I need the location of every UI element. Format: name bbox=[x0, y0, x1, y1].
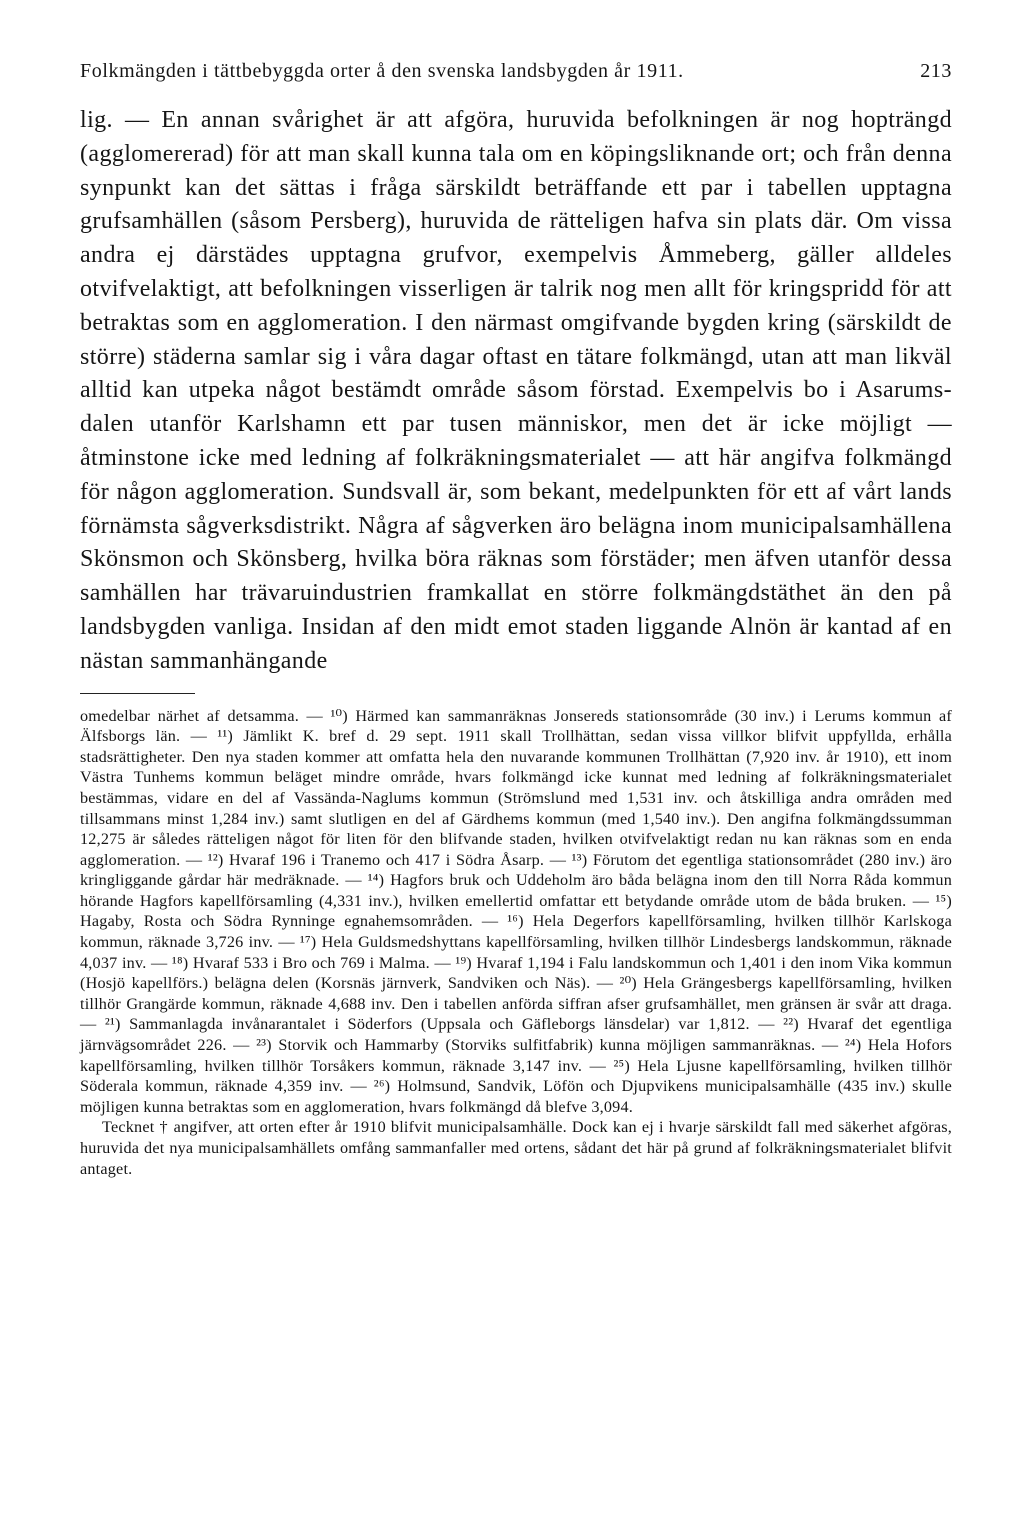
body-paragraph: lig. — En annan svårighet är att afgöra, huruvida befolkningen är nog hopträngd (agglomererad) för att man skall kunna tala om en köpingsliknande ort; och från denna synpunkt kan det sättas i fråga särskildt beträffande ett par i tabellen upptagna grufsamhällen (såsom Persberg), huruvida de rätteligen hafva sin plats där. Om vissa andra ej därstädes upptagna grufvor, exempelvis Åmmeberg, gäller alldeles otvifvelaktigt, att befolkningen visserligen är talrik nog men allt för kringspridd för att betraktas som en agglomeration. I den närmast omgifvande bygden kring (särskildt de större) städerna samlar sig i våra dagar oftast en tätare folkmängd, utan att man likväl alltid kan utpeka något bestämdt område såsom förstad. Exempelvis bo i Asarums-dalen utanför Karlshamn ett par tusen människor, men det är icke möjligt — åtminstone icke med ledning af folkräkningsmaterialet — att här angifva folkmängd för någon agglomeration. Sundsvall är, som bekant, medelpunkten för ett af vårt lands förnämsta sågverksdistrikt. Några af sågverken äro belägna inom municipalsamhällena Skönsmon och Skönsberg, hvilka böra räknas som förstäder; men äfven utanför dessa samhällen har trävaruindustrien framkallat en större folkmängdstäthet än den på landsbygden vanliga. Insidan af den midt emot staden liggande Alnön är kantad af en nästan sammanhängande bbox=[80, 107, 952, 674]
sign-note: Tecknet † angifver, att orten efter år 1910 blifvit municipalsamhälle. Dock kan ej i hvarje särskildt fall med säkerhet afgöras, huruvida det nya municipalsamhällets omfång sammanfaller med ortens, sådant det här på grund af folkräkningsmaterialet blifvit antaget. bbox=[80, 1118, 952, 1178]
footnote-divider bbox=[80, 693, 195, 694]
running-head bbox=[80, 60, 952, 94]
main-body bbox=[80, 104, 952, 679]
page-number: 213 bbox=[920, 60, 952, 82]
document-page bbox=[80, 60, 952, 1179]
footnote-text: omedelbar närhet af detsamma. — ¹⁰) Härmed kan sammanräknas Jonsereds stationsområde (30 inv.) i Lerums kommun af Älfsborgs län. — ¹¹) Jämlikt K. bref d. 29 sept. 1911 skall Trollhättan, sedan vissa villkor blifvit uppfyllda, erhålla stadsrättigheter. Den nya staden kommer att omfatta hela den nuvarande kommunen Trollhättan (7,920 inv. år 1910), ett inom Västra Tunhems kommun beläget mindre område, hvars folkmängd icke kunnat med ledning af folkräkningsmaterialet bestämmas, vidare en del af Vassända-Naglums kommun (Strömslund med 1,531 inv. och åtskilliga andra områden med tillsammans minst 1,284 inv.) samt slutligen en del af Gärdhems kommun (med 1,540 inv.). Den angifna folkmängdssumman 12,275 är således rätteligen något för liten för den blifvande staden, hvilken otvifvelaktigt redan nu kan räknas som en enda agglomeration. — ¹²) Hvaraf 196 i Tranemo och 417 i Södra Åsarp. — ¹³) Förutom det egentliga stationsområdet (280 inv.) äro kringliggande gårdar här medräknade. — ¹⁴) Hagfors bruk och Uddeholm äro båda belägna inom den till Norra Råda kommun hörande Hagfors kapellförsamling (4,331 inv.), hvilken emellertid omfattar ett betydande område utom de båda bruken. — ¹⁵) Hagaby, Rosta och Södra Rynninge egnahemsområden. — ¹⁶) Hela Degerfors kapellförsamling, hvilken tillhör Karlskoga kommun, räknade 3,726 inv. — ¹⁷) Hela Guldsmedshyttans kapellförsamling, hvilken tillhör Lindesbergs landskommun, räknade 4,037 inv. — ¹⁸) Hvaraf 533 i Bro och 769 i Malma. — ¹⁹) Hvaraf 1,194 i Falu landskommun och 1,401 i den inom Vika kommun (Hosjö kapellförs.) belägna delen (Korsnäs järnverk, Sandviken och Näs). — ²⁰) Hela Grängesbergs kapellförsamling, hvilken tillhör Grangärde kommun, räknade 4,688 inv. Den i tabellen anförda siffran afser grufsamhället, men gränsen är svår att draga. — ²¹) Sammanlagda invånarantalet i Söderfors (Uppsala och Gäfleborgs länsdelar) var 1,812. — ²²) Hvaraf det egentliga järnvägsområdet 226. — ²³) Storvik och Hammarby (Storviks sulfitfabrik) kunna möjligen sammanräknas. — ²⁴) Hela Hofors kapellförsamling, hvilken tillhör Torsåkers kommun, räknade 3,147 inv. — ²⁵) Hela Ljusne kapellförsamling, hvilken tillhör Söderala kommun, räknade 4,359 inv. — ²⁶) Holmsund, Sandvik, Löfön och Djupvikens municipalsamhälle (435 inv.) skulle möjligen kunna betraktas som en agglomeration, hvars folkmängd då blefve 3,094. bbox=[80, 706, 952, 1116]
footnotes bbox=[80, 706, 952, 1180]
running-head-title: Folkmängden i tättbebyggda orter å den svenska landsbygden år 1911. bbox=[80, 60, 684, 82]
